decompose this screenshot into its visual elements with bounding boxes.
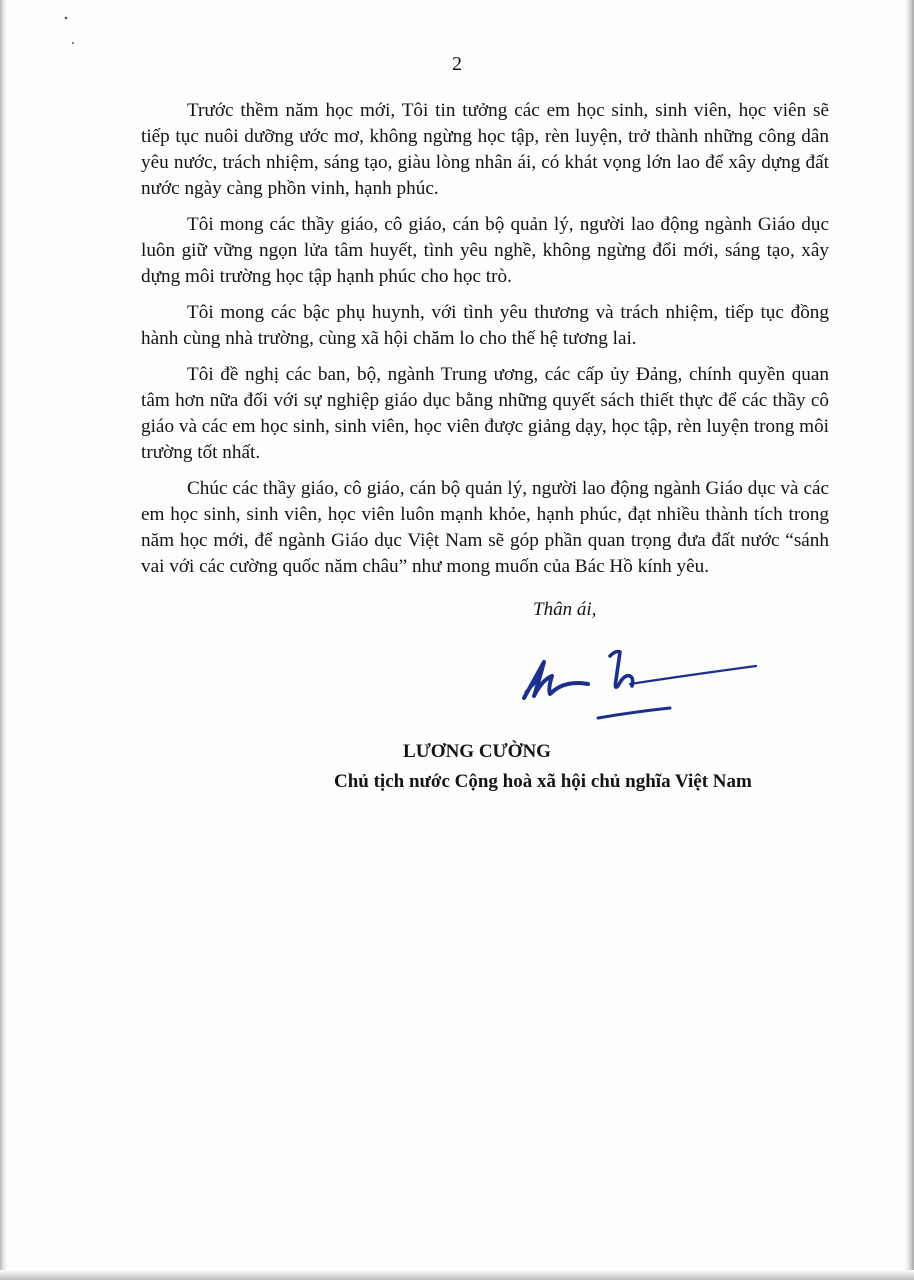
page-edge-shadow-left <box>0 0 7 1280</box>
signer-title: Chủ tịch nước Cộng hoà xã hội chủ nghĩa Việt Nam <box>334 771 752 792</box>
page-edge-shadow-bottom <box>0 1270 914 1280</box>
paragraph: Tôi mong các bậc phụ huynh, với tình yêu thương và trách nhiệm, tiếp tục đồng hành cùng nhà trường, cùng xã hội chăm lo cho thế hệ tương lai. <box>141 302 829 349</box>
scan-specks <box>62 14 82 48</box>
signer-name: LƯƠNG CƯỜNG <box>403 741 551 762</box>
paragraph: Tôi đề nghị các ban, bộ, ngành Trung ương, các cấp ủy Đảng, chính quyền quan tâm hơn nữa đối với sự nghiệp giáo dục bằng những quyết sách thiết thực để các thầy cô giáo và các em học sinh, sinh viên, học viên được giảng dạy, học tập, rèn luyện trong môi trường tốt nhất. <box>141 364 829 463</box>
paragraph: Tôi mong các thầy giáo, cô giáo, cán bộ quản lý, người lao động ngành Giáo dục luôn giữ vững ngọn lửa tâm huyết, tình yêu nghề, không ngừng đổi mới, sáng tạo, xây dựng môi trường học tập hạnh phúc cho học trò. <box>141 214 829 287</box>
letter-body <box>141 98 829 590</box>
page-number: 2 <box>452 53 462 75</box>
paragraph: Chúc các thầy giáo, cô giáo, cán bộ quản lý, người lao động ngành Giáo dục và các em học sinh, sinh viên, học viên luôn mạnh khỏe, hạnh phúc, đạt nhiều thành tích trong năm học mới, để ngành Giáo dục Việt Nam sẽ góp phần quan trọng đưa đất nước “sánh vai với các cường quốc năm châu” như mong muốn của Bác Hồ kính yêu. <box>141 478 829 577</box>
closing-salutation: Thân ái, <box>533 599 597 620</box>
paragraph: Trước thềm năm học mới, Tôi tin tưởng các em học sinh, sinh viên, học viên sẽ tiếp tục nuôi dưỡng ước mơ, không ngừng học tập, rèn luyện, trở thành những công dân yêu nước, trách nhiệm, sáng tạo, giàu lòng nhân ái, có khát vọng lớn lao để xây dựng đất nước ngày càng phồn vinh, hạnh phúc. <box>141 100 829 199</box>
page-edge-shadow-right <box>905 0 914 1280</box>
signature-icon <box>512 640 768 726</box>
